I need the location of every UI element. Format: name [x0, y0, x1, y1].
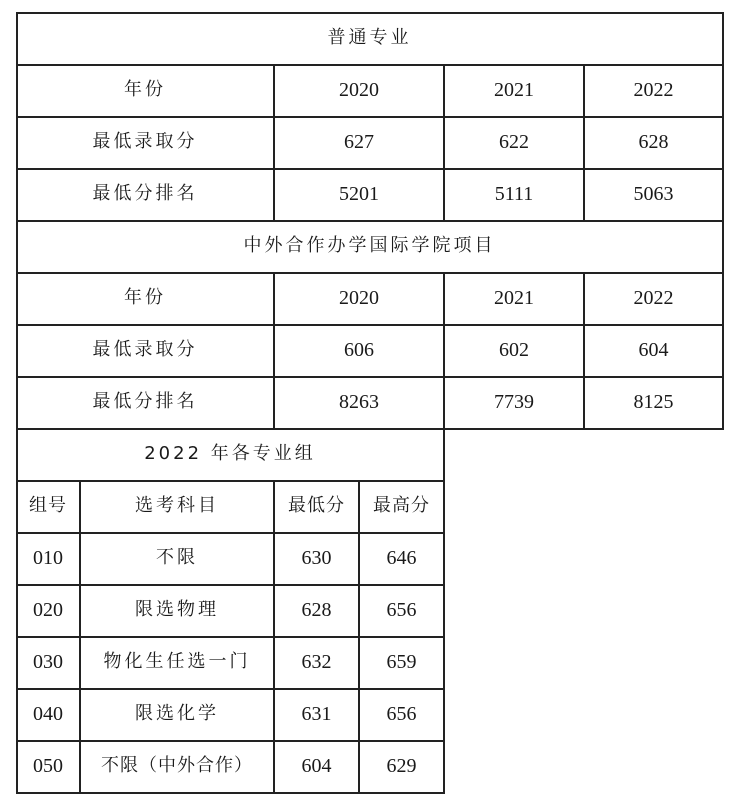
group-row-4-max: 656 [386, 703, 417, 725]
table-rule [16, 428, 724, 430]
normal-section-title: 普通专业 [327, 27, 412, 48]
group-row-2-max: 656 [386, 599, 417, 621]
normal-min-score-label: 最低录取分 [92, 131, 198, 152]
table-rule [79, 480, 81, 793]
international-year-2021: 2021 [494, 287, 534, 309]
groups-section-title: 2022 年各专业组 [144, 443, 316, 464]
group-row-2-subject: 限选物理 [135, 599, 219, 620]
international-section-title: 中外合作办学国际学院项目 [243, 235, 496, 256]
normal-min-score-2022: 628 [638, 131, 669, 153]
table-rule [273, 64, 275, 221]
table-rule [16, 64, 724, 66]
group-row-3-min: 632 [301, 651, 332, 673]
table-rule [16, 116, 724, 118]
group-row-2-min: 628 [301, 599, 332, 621]
table-rule [16, 12, 18, 793]
group-row-3-code: 030 [33, 651, 63, 673]
normal-min-rank-2021: 5111 [494, 183, 534, 205]
groups-header-max: 最高分 [373, 495, 430, 516]
group-row-5-max: 629 [386, 755, 417, 777]
table-rule [583, 64, 585, 221]
international-min-rank-label: 最低分排名 [92, 391, 198, 412]
normal-min-rank-label: 最低分排名 [92, 183, 198, 204]
normal-min-rank-2020: 5201 [339, 183, 379, 205]
normal-year-2020: 2020 [339, 79, 379, 101]
table-rule [16, 376, 724, 378]
international-min-score-2022: 604 [638, 339, 669, 361]
table-rule [443, 64, 445, 221]
groups-header-code: 组号 [29, 495, 67, 516]
table-rule [273, 272, 275, 429]
groups-header-subject: 选考科目 [135, 495, 219, 516]
normal-year-2022: 2022 [633, 79, 674, 101]
table-rule [16, 324, 724, 326]
normal-min-score-2020: 627 [344, 131, 374, 153]
table-rule [583, 272, 585, 429]
normal-year-2021: 2021 [494, 79, 534, 101]
international-year-label: 年份 [124, 287, 166, 308]
table-rule [443, 428, 445, 793]
international-min-rank-2021: 7739 [494, 391, 534, 413]
group-row-1-max: 646 [386, 547, 417, 569]
normal-year-label: 年份 [124, 79, 166, 100]
groups-header-min: 最低分 [288, 495, 345, 516]
group-row-2-code: 020 [33, 599, 63, 621]
table-rule [16, 220, 724, 222]
international-min-score-2020: 606 [344, 339, 374, 361]
group-row-4-subject: 限选化学 [135, 703, 219, 724]
group-row-4-min: 631 [301, 703, 332, 725]
normal-min-rank-2022: 5063 [633, 183, 674, 205]
table-rule [443, 272, 445, 429]
group-row-1-min: 630 [301, 547, 332, 569]
international-min-rank-2020: 8263 [339, 391, 379, 413]
group-row-1-subject: 不限 [156, 547, 198, 568]
group-row-1-code: 010 [33, 547, 63, 569]
group-row-4-code: 040 [33, 703, 63, 725]
table-rule [16, 168, 724, 170]
group-row-5-subject: 不限（中外合作） [101, 755, 253, 776]
group-row-5-min: 604 [301, 755, 332, 777]
international-year-2022: 2022 [633, 287, 674, 309]
normal-min-score-2021: 622 [499, 131, 529, 153]
international-min-score-label: 最低录取分 [92, 339, 198, 360]
international-min-rank-2022: 8125 [633, 391, 674, 413]
table-rule [273, 480, 275, 793]
international-year-2020: 2020 [339, 287, 379, 309]
table-rule [16, 12, 724, 14]
group-row-3-max: 659 [386, 651, 417, 673]
table-rule [358, 480, 360, 793]
group-row-3-subject: 物化生任选一门 [103, 651, 251, 672]
group-row-5-code: 050 [33, 755, 63, 777]
table-rule [16, 272, 724, 274]
international-min-score-2021: 602 [499, 339, 529, 361]
table-rule [722, 12, 724, 429]
